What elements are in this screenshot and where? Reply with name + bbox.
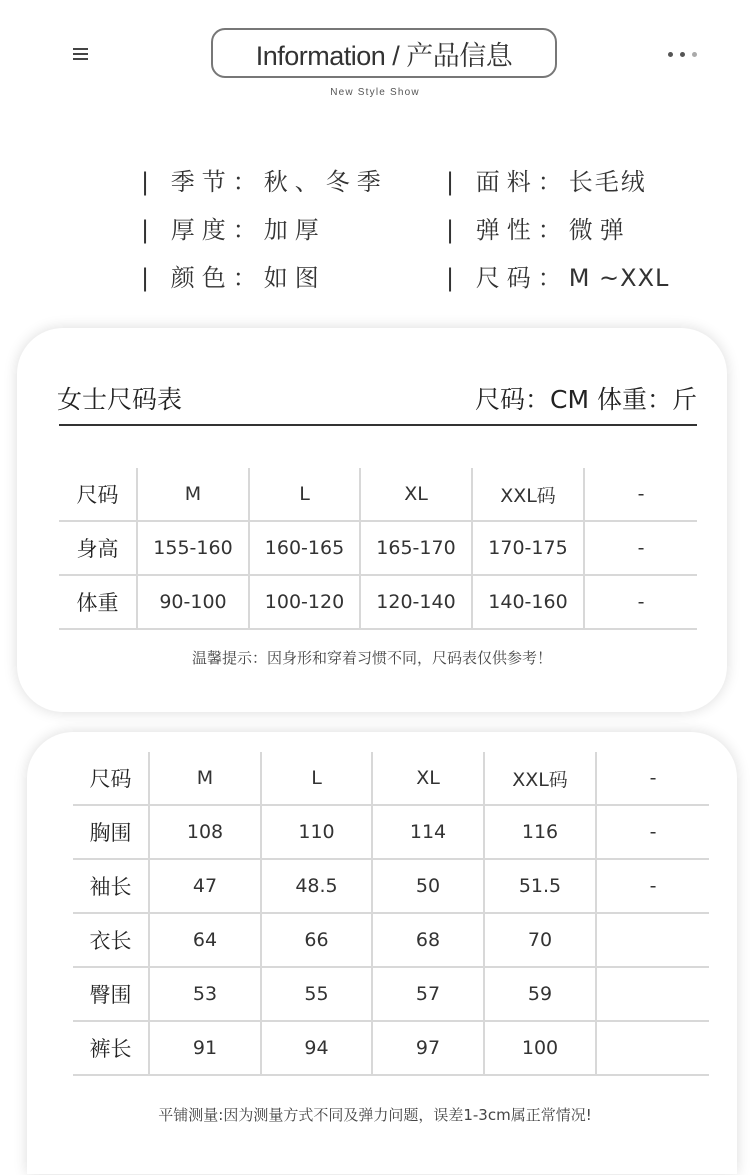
table-cell: 165-170: [360, 521, 472, 575]
table-row: [73, 752, 709, 805]
table-cell: 袖长: [73, 859, 149, 913]
table-cell: 裤长: [73, 1021, 149, 1075]
table-cell: 110: [261, 805, 372, 859]
table-row: [73, 967, 709, 1021]
table-cell: 尺码: [59, 468, 137, 521]
table-cell: 尺码: [73, 752, 149, 805]
table-cell: 47: [149, 859, 261, 913]
size-chart-title: 女士尺码表: [57, 385, 183, 414]
table-row: [59, 521, 697, 575]
table-cell: 120-140: [360, 575, 472, 629]
table-cell: [596, 967, 709, 1021]
table-cell: -: [584, 575, 697, 629]
info-season: | 季节：秋、冬季: [141, 168, 388, 196]
measurement-table: [73, 752, 709, 1076]
menu-icon[interactable]: [73, 48, 88, 63]
info-elasticity: | 弹性：微弹: [446, 216, 631, 244]
table-cell: 100: [484, 1021, 596, 1075]
info-color: | 颜色：如图: [141, 264, 326, 292]
table-cell: XXL码: [484, 752, 596, 805]
table-cell: 53: [149, 967, 261, 1021]
page-title: Information / 产品信息: [211, 28, 557, 78]
table-row: [59, 575, 697, 629]
table-cell: -: [584, 521, 697, 575]
info-thickness: | 厚度：加厚: [141, 216, 326, 244]
table-cell: XL: [360, 468, 472, 521]
table-cell: L: [261, 752, 372, 805]
table-cell: 48.5: [261, 859, 372, 913]
table-cell: 衣长: [73, 913, 149, 967]
table-cell: 64: [149, 913, 261, 967]
table-cell: [596, 913, 709, 967]
table-cell: M: [149, 752, 261, 805]
table-cell: 100-120: [249, 575, 360, 629]
table-cell: -: [584, 468, 697, 521]
info-fabric: | 面料：长毛绒: [446, 168, 647, 196]
table-cell: 胸围: [73, 805, 149, 859]
table-cell: 50: [372, 859, 484, 913]
size-tip: 温馨提示：因身形和穿着习惯不同，尺码表仅供参考！: [191, 649, 552, 667]
table-cell: 114: [372, 805, 484, 859]
table-cell: 108: [149, 805, 261, 859]
table-cell: XXL码: [472, 468, 584, 521]
table-cell: 臀围: [73, 967, 149, 1021]
table-row: [73, 805, 709, 859]
page-header: [0, 0, 750, 120]
table-cell: 116: [484, 805, 596, 859]
table-cell: M: [137, 468, 249, 521]
info-size: | 尺码：M ~XXL: [446, 264, 670, 292]
women-size-card: [17, 328, 727, 712]
unit-note: 尺码：CM 体重：斤: [475, 385, 697, 414]
page-subtitle: New Style Show: [330, 87, 420, 98]
table-row: [73, 859, 709, 913]
table-cell: -: [596, 752, 709, 805]
table-cell: L: [249, 468, 360, 521]
table-row: [73, 1021, 709, 1075]
table-cell: 91: [149, 1021, 261, 1075]
table-row: [73, 913, 709, 967]
table-cell: 体重: [59, 575, 137, 629]
height-weight-table: [59, 468, 697, 630]
table-cell: 170-175: [472, 521, 584, 575]
table-cell: 身高: [59, 521, 137, 575]
table-cell: 51.5: [484, 859, 596, 913]
table-cell: 90-100: [137, 575, 249, 629]
table-cell: XL: [372, 752, 484, 805]
table-cell: 55: [261, 967, 372, 1021]
table-cell: -: [596, 859, 709, 913]
more-icon[interactable]: [668, 52, 697, 57]
table-cell: 68: [372, 913, 484, 967]
table-cell: 160-165: [249, 521, 360, 575]
table-cell: 66: [261, 913, 372, 967]
table-row: [59, 468, 697, 521]
measurement-tip: 平铺测量:因为测量方式不同及弹力问题，误差1-3cm属正常情况!: [158, 1106, 592, 1124]
table-cell: 94: [261, 1021, 372, 1075]
table-cell: 97: [372, 1021, 484, 1075]
table-cell: [596, 1021, 709, 1075]
divider: [59, 424, 697, 426]
table-cell: 140-160: [472, 575, 584, 629]
table-cell: 155-160: [137, 521, 249, 575]
table-cell: 59: [484, 967, 596, 1021]
table-cell: 70: [484, 913, 596, 967]
table-cell: 57: [372, 967, 484, 1021]
table-cell: -: [596, 805, 709, 859]
